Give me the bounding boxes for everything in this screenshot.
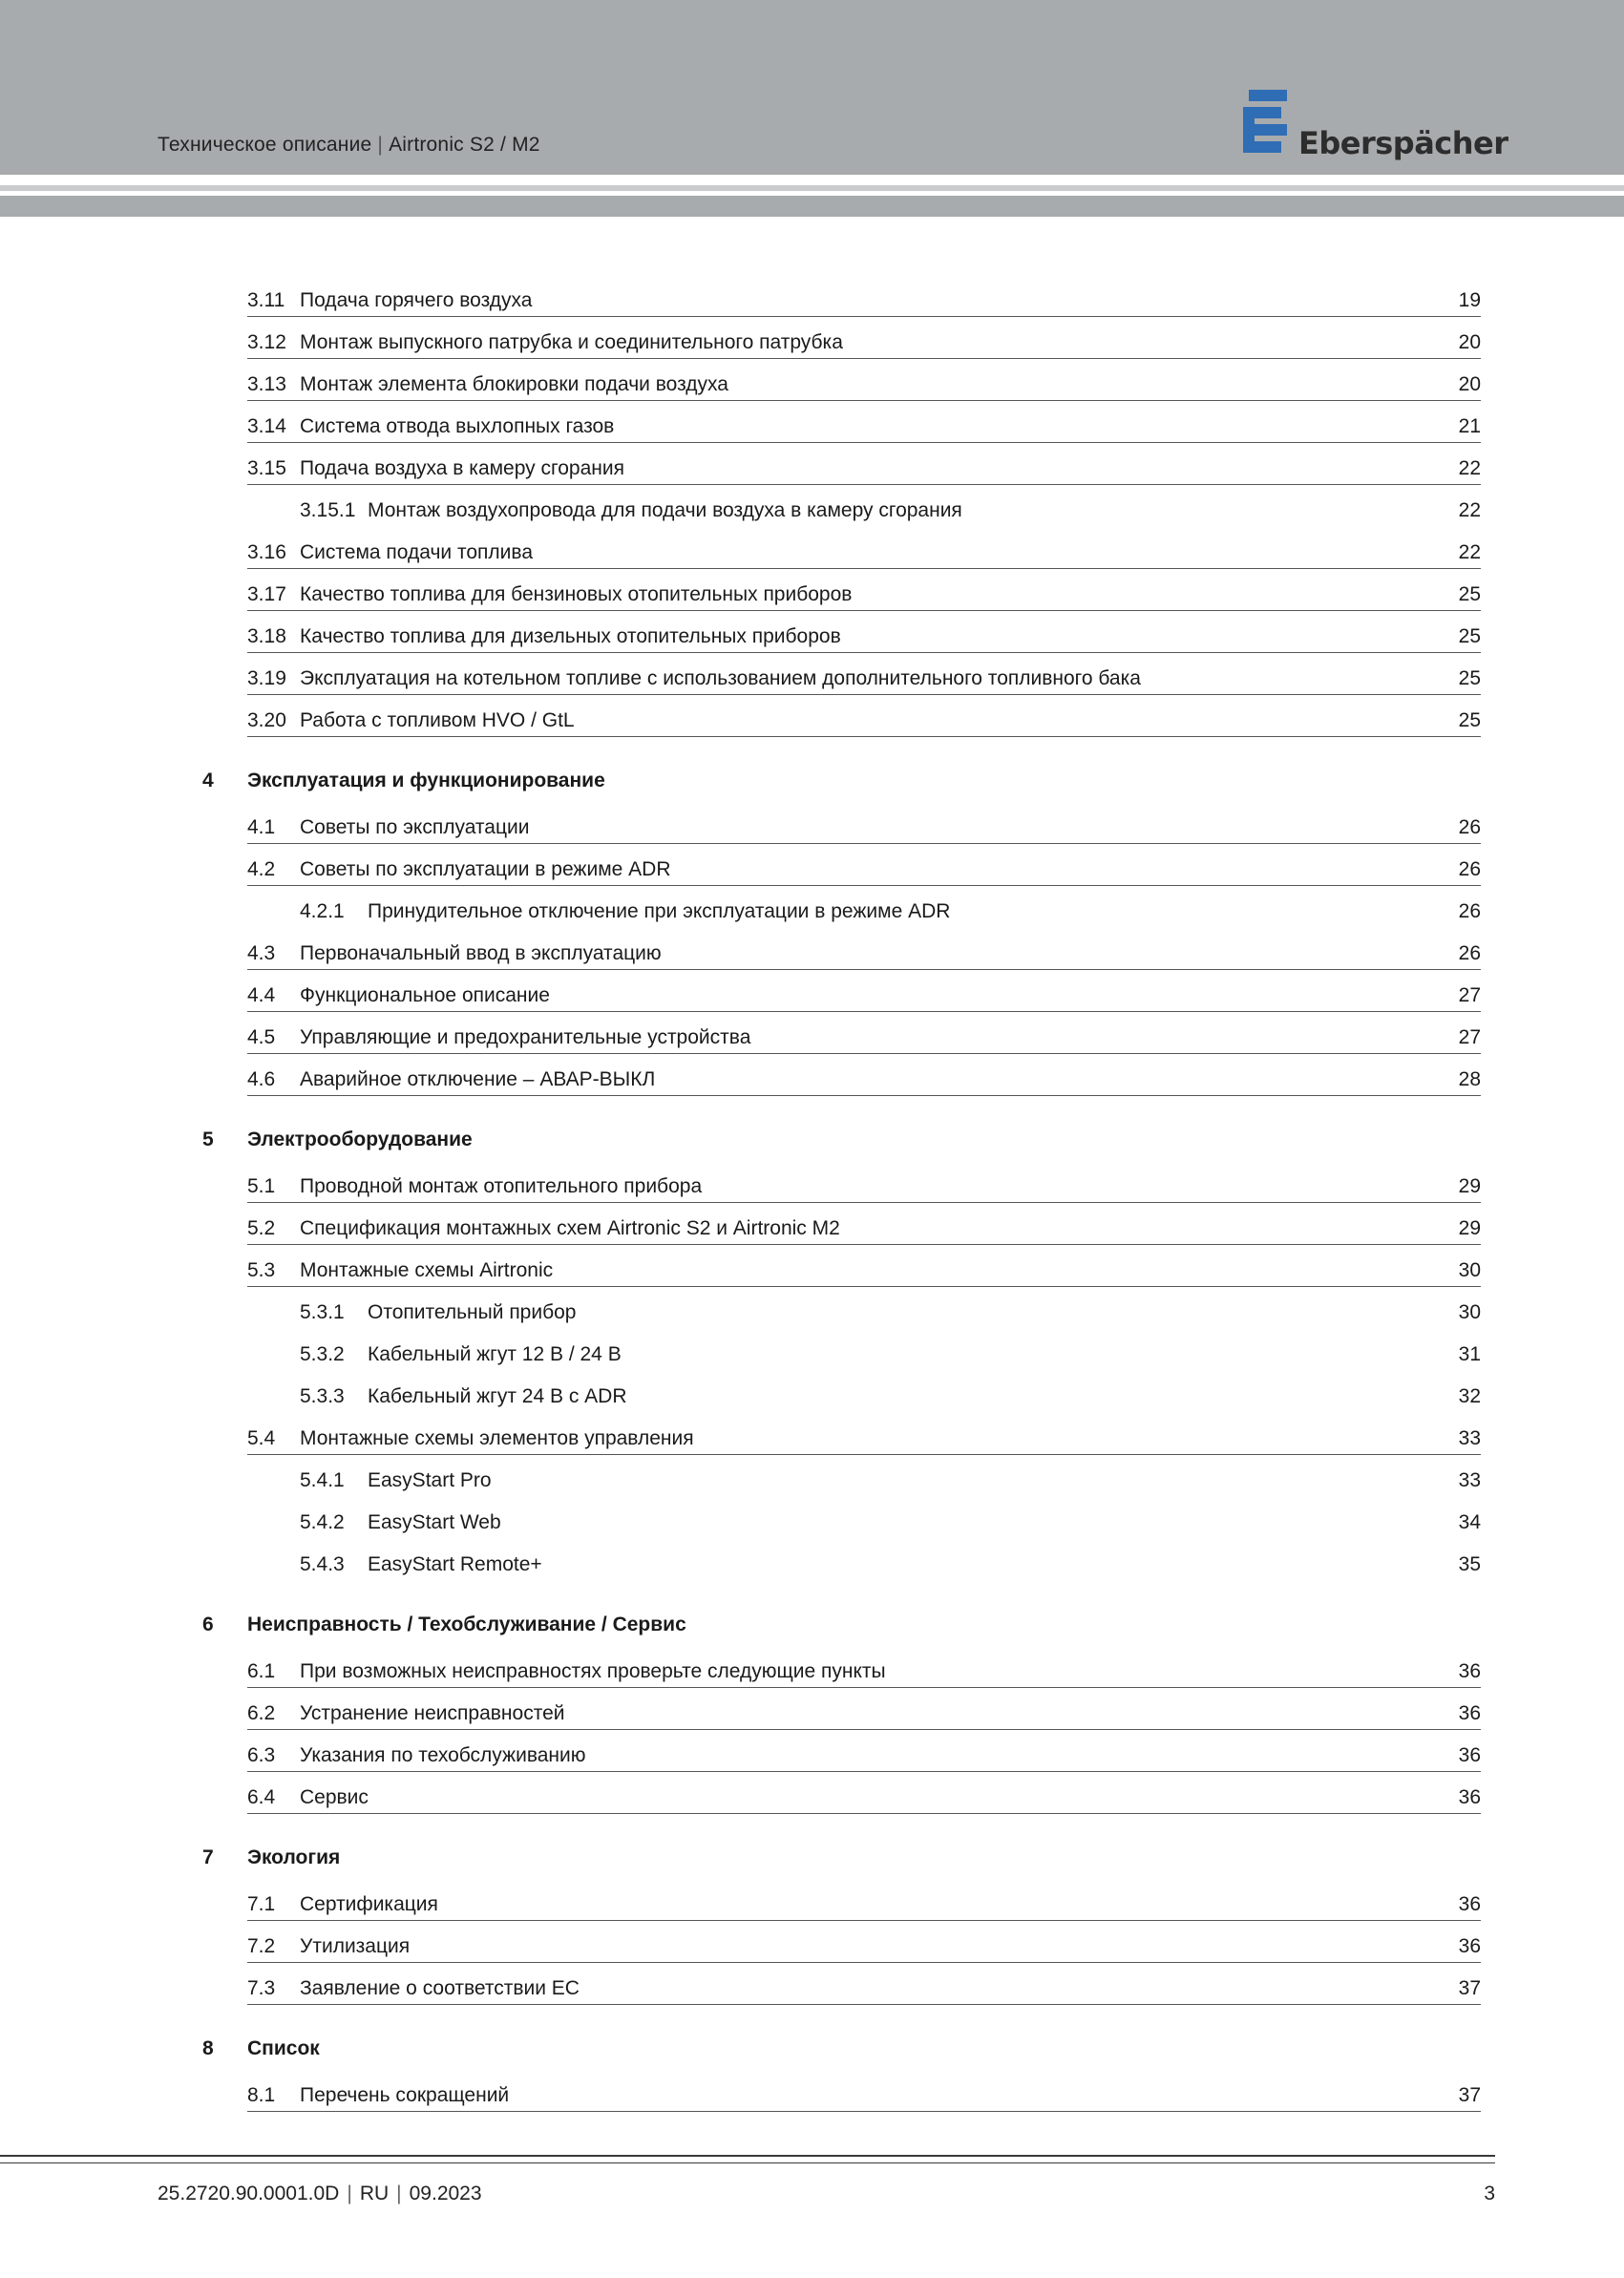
section-page: 33 — [1458, 1469, 1481, 1491]
section-title: При возможных неисправностях проверьте следующие пункты — [300, 1660, 886, 1682]
toc-section[interactable] — [247, 1921, 1481, 1963]
section-title: Функциональное описание — [300, 984, 550, 1006]
section-number: 5.1 — [247, 1175, 276, 1197]
section-number: 5.4 — [247, 1427, 276, 1449]
section-number: 6.2 — [247, 1702, 276, 1724]
toc-subsection[interactable] — [247, 1539, 1481, 1581]
section-number: 3.16 — [247, 541, 286, 563]
section-title: Монтажные схемы Airtronic — [300, 1259, 554, 1281]
toc-section[interactable] — [247, 1688, 1481, 1730]
section-title: Система подачи топлива — [300, 541, 533, 563]
section-title: Отопительный прибор — [368, 1301, 577, 1323]
section-number: 6.4 — [247, 1786, 276, 1808]
section-page: 36 — [1458, 1935, 1481, 1957]
toc-section[interactable] — [247, 1161, 1481, 1203]
brand-logo — [1241, 88, 1508, 164]
section-number: 5.3 — [247, 1259, 276, 1281]
section-page: 25 — [1458, 709, 1481, 731]
section-number: 4.2 — [247, 858, 276, 880]
toc-section[interactable] — [247, 1879, 1481, 1921]
section-number: 3.15.1 — [300, 499, 356, 521]
toc-subsection[interactable] — [247, 1455, 1481, 1497]
section-page: 30 — [1458, 1301, 1481, 1323]
language-code: RU — [359, 2183, 390, 2204]
section-page: 37 — [1458, 2084, 1481, 2106]
section-page: 26 — [1458, 942, 1481, 964]
section-title: Принудительное отключение при эксплуатации в режиме ADR — [368, 900, 951, 922]
section-page: 25 — [1458, 667, 1481, 689]
section-page: 27 — [1458, 984, 1481, 1006]
section-title: Качество топлива для бензиновых отопительных приборов — [300, 583, 853, 605]
section-number: 4.5 — [247, 1026, 276, 1048]
header-divider — [0, 178, 1624, 185]
section-title: EasyStart Pro — [368, 1469, 492, 1491]
section-title: Утилизация — [300, 1935, 411, 1957]
toc-subsection[interactable] — [247, 1497, 1481, 1539]
toc-section[interactable] — [247, 970, 1481, 1012]
section-title: Эксплуатация на котельном топливе с использованием дополнительного топливного бака — [300, 667, 1141, 689]
page-number: 3 — [1484, 2183, 1495, 2204]
section-title: Сертификация — [300, 1893, 438, 1915]
section-page: 27 — [1458, 1026, 1481, 1048]
section-title: Кабельный жгут 12 В / 24 В — [368, 1343, 622, 1365]
section-page: 36 — [1458, 1660, 1481, 1682]
doc-date: 09.2023 — [409, 2183, 482, 2204]
toc-section[interactable] — [247, 611, 1481, 653]
chapter-number: 8 — [202, 2037, 214, 2059]
section-number: 3.20 — [247, 709, 286, 731]
toc-section[interactable] — [247, 1963, 1481, 2005]
section-page: 20 — [1458, 331, 1481, 353]
section-number: 8.1 — [247, 2084, 276, 2106]
section-page: 36 — [1458, 1744, 1481, 1766]
section-number: 4.3 — [247, 942, 276, 964]
section-number: 3.18 — [247, 625, 286, 647]
section-number: 5.4.2 — [300, 1511, 345, 1533]
toc-section[interactable] — [247, 1646, 1481, 1688]
section-number: 4.6 — [247, 1068, 276, 1090]
section-number: 7.3 — [247, 1977, 276, 1999]
section-page: 36 — [1458, 1786, 1481, 1808]
footer-divider — [0, 2162, 1495, 2163]
section-page: 31 — [1458, 1343, 1481, 1365]
section-number: 4.1 — [247, 816, 276, 838]
section-title: Перечень сокращений — [300, 2084, 510, 2106]
section-page: 34 — [1458, 1511, 1481, 1533]
toc-section[interactable] — [247, 443, 1481, 485]
section-page: 22 — [1458, 457, 1481, 479]
section-page: 29 — [1458, 1175, 1481, 1197]
section-page: 29 — [1458, 1217, 1481, 1239]
section-number: 7.1 — [247, 1893, 276, 1915]
section-number: 6.1 — [247, 1660, 276, 1682]
section-number: 5.3.1 — [300, 1301, 345, 1323]
section-page: 32 — [1458, 1385, 1481, 1407]
toc-section[interactable] — [247, 527, 1481, 569]
section-title: Устранение неисправностей — [300, 1702, 565, 1724]
section-title: Монтаж воздухопровода для подачи воздуха в камеру сгорания — [368, 499, 962, 521]
toc-section[interactable] — [247, 1203, 1481, 1245]
section-title: Первоначальный ввод в эксплуатацию — [300, 942, 662, 964]
section-number: 5.3.2 — [300, 1343, 345, 1365]
toc-section[interactable] — [247, 1772, 1481, 1814]
section-title: Советы по эксплуатации в режиме ADR — [300, 858, 671, 880]
chapter-title: Эксплуатация и функционирование — [247, 770, 605, 791]
header-divider — [0, 185, 1624, 191]
section-page: 36 — [1458, 1893, 1481, 1915]
section-page: 36 — [1458, 1702, 1481, 1724]
chapter-number: 7 — [202, 1846, 214, 1868]
toc-section[interactable] — [247, 569, 1481, 611]
toc-subsection[interactable] — [247, 1287, 1481, 1329]
section-page: 26 — [1458, 900, 1481, 922]
section-number: 5.4.1 — [300, 1469, 345, 1491]
chapter-number: 5 — [202, 1128, 214, 1150]
toc-subsection[interactable] — [247, 485, 1481, 527]
toc-section[interactable] — [247, 695, 1481, 737]
section-title: EasyStart Web — [368, 1511, 501, 1533]
section-number: 5.4.3 — [300, 1553, 345, 1575]
section-title: Заявление о соответствии ЕС — [300, 1977, 580, 1999]
toc-section[interactable] — [247, 1245, 1481, 1287]
product-name: Airtronic S2 / M2 — [389, 134, 540, 156]
section-page: 25 — [1458, 583, 1481, 605]
section-title: EasyStart Remote+ — [368, 1553, 542, 1575]
section-number: 4.2.1 — [300, 900, 345, 922]
chapter-number: 6 — [202, 1614, 214, 1635]
toc-subsection[interactable] — [247, 1371, 1481, 1413]
toc-subsection[interactable] — [247, 1329, 1481, 1371]
chapter-title: Электрооборудование — [247, 1128, 473, 1150]
section-title: Монтажные схемы элементов управления — [300, 1427, 694, 1449]
chapter-title: Экология — [247, 1846, 341, 1868]
section-title: Управляющие и предохранительные устройства — [300, 1026, 751, 1048]
section-title: Подача воздуха в камеру сгорания — [300, 457, 624, 479]
section-page: 19 — [1458, 289, 1481, 311]
chapter-title: Список — [247, 2037, 320, 2059]
footer-info: 25.2720.90.0001.0D | RU | 09.2023 — [158, 2183, 482, 2204]
toc-section[interactable] — [247, 317, 1481, 359]
section-page: 28 — [1458, 1068, 1481, 1090]
section-title: Подача горячего воздуха — [300, 289, 533, 311]
section-page: 37 — [1458, 1977, 1481, 1999]
toc-section[interactable] — [247, 1054, 1481, 1096]
section-number: 3.11 — [247, 289, 285, 311]
section-title: Проводной монтаж отопительного прибора — [300, 1175, 703, 1197]
section-number: 5.3.3 — [300, 1385, 345, 1407]
section-title: Работа с топливом HVO / GtL — [300, 709, 575, 731]
section-number: 3.15 — [247, 457, 286, 479]
section-title: Сервис — [300, 1786, 369, 1808]
toc-section[interactable] — [247, 275, 1481, 317]
toc-section[interactable] — [247, 653, 1481, 695]
section-page: 20 — [1458, 373, 1481, 395]
header-title: Техническое описание | Airtronic S2 / M2 — [158, 134, 540, 156]
section-page: 33 — [1458, 1427, 1481, 1449]
toc-section[interactable] — [247, 928, 1481, 970]
section-number: 3.14 — [247, 415, 286, 437]
doc-number: 25.2720.90.0001.0D — [158, 2183, 340, 2204]
section-title: Спецификация монтажных схем Airtronic S2 и Airtronic M2 — [300, 1217, 840, 1239]
section-page: 25 — [1458, 625, 1481, 647]
section-title: Указания по техобслуживанию — [300, 1744, 586, 1766]
section-title: Качество топлива для дизельных отопительных приборов — [300, 625, 841, 647]
toc-section[interactable] — [247, 844, 1481, 886]
toc-section[interactable] — [247, 1730, 1481, 1772]
section-page: 26 — [1458, 858, 1481, 880]
header-band-lower — [0, 196, 1624, 217]
chapter-number: 4 — [202, 770, 214, 791]
section-title: Монтаж элемента блокировки подачи воздуха — [300, 373, 728, 395]
section-number: 3.13 — [247, 373, 286, 395]
section-number: 6.3 — [247, 1744, 276, 1766]
section-title: Советы по эксплуатации — [300, 816, 530, 838]
section-page: 35 — [1458, 1553, 1481, 1575]
section-title: Кабельный жгут 24 В с ADR — [368, 1385, 627, 1407]
section-title: Аварийное отключение – АВАР-ВЫКЛ — [300, 1068, 656, 1090]
section-page: 21 — [1458, 415, 1481, 437]
toc-section[interactable] — [247, 1413, 1481, 1455]
section-number: 3.19 — [247, 667, 286, 689]
eberspaecher-logo-icon — [1241, 88, 1289, 164]
section-page: 26 — [1458, 816, 1481, 838]
section-page: 30 — [1458, 1259, 1481, 1281]
toc-section[interactable] — [247, 401, 1481, 443]
toc-section[interactable] — [247, 359, 1481, 401]
toc-section[interactable] — [247, 2070, 1481, 2112]
brand-name: Eberspächer — [1298, 125, 1508, 161]
footer-divider — [0, 2155, 1495, 2157]
section-number: 4.4 — [247, 984, 276, 1006]
section-number: 3.12 — [247, 331, 286, 353]
chapter-title: Неисправность / Техобслуживание / Сервис — [247, 1614, 686, 1635]
toc-section[interactable] — [247, 802, 1481, 844]
doc-type: Техническое описание — [158, 134, 372, 156]
section-title: Монтаж выпускного патрубка и соединительного патрубка — [300, 331, 843, 353]
section-number: 7.2 — [247, 1935, 276, 1957]
section-page: 22 — [1458, 541, 1481, 563]
section-number: 3.17 — [247, 583, 286, 605]
section-number: 5.2 — [247, 1217, 276, 1239]
toc-subsection[interactable] — [247, 886, 1481, 928]
section-page: 22 — [1458, 499, 1481, 521]
toc-section[interactable] — [247, 1012, 1481, 1054]
section-title: Система отвода выхлопных газов — [300, 415, 615, 437]
